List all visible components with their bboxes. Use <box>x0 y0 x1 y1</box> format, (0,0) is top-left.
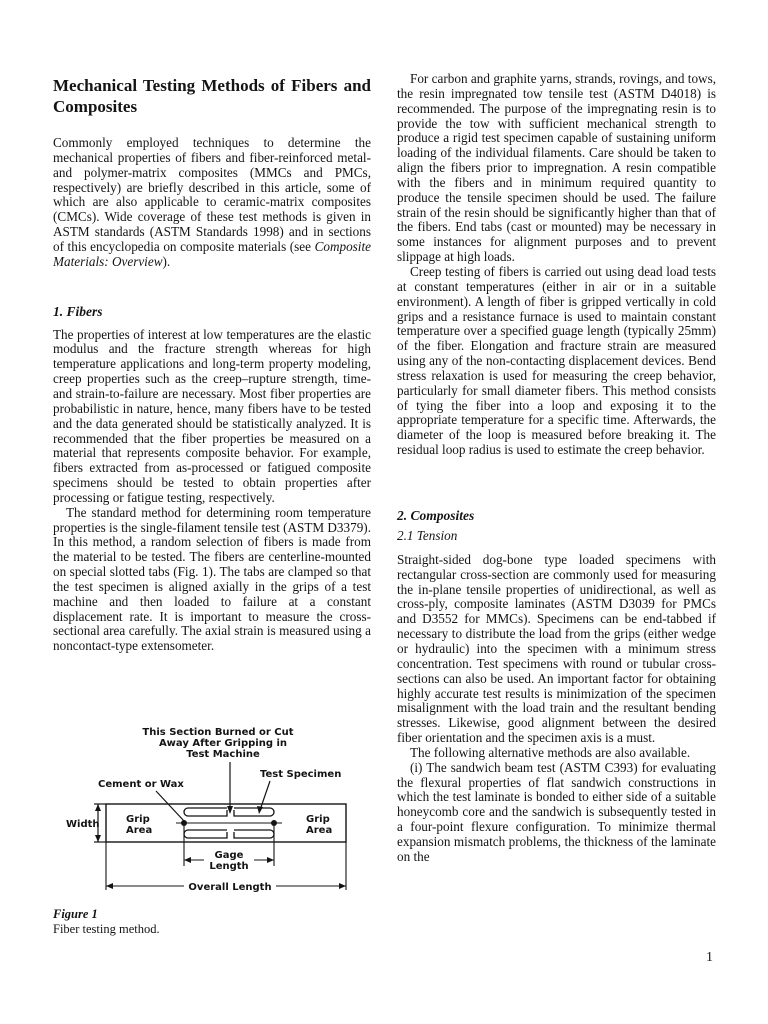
width-label: Width <box>66 819 100 830</box>
grip-area-left-line2: Area <box>126 825 153 836</box>
right-column <box>397 72 716 865</box>
figure-caption: Fiber testing method. <box>53 922 160 936</box>
gage-length-line1: Gage <box>214 850 244 861</box>
fibers-paragraph-1: The properties of interest at low temperatures are the elastic modulus and the fracture strength whereas for high temperature applications and long-term property modeling, creep properties such as the creep–rupture strength, time- and strain-to-failure are necessary. Most fiber properties are probabilistic in nature, hence, many fibers have to be tested and the data generated should be statistically analyzed. It is recommended that the fiber properties be measured on a material that represents composite behavior. For example, fibers extracted from as-processed or fatigued composite specimens should be tested to obtain properties after processing or fatigue testing, respectively. <box>53 326 371 505</box>
slot-upper-left <box>184 808 227 816</box>
sandwich-beam-paragraph: (i) The sandwich beam test (ASTM C393) for evaluating the flexural properties of flat sandwich constructions in which the test laminate is bonded to either side of a suitable honeycomb core and the sandwich is subsequently tested in a four-point flexure configuration. To minimize thermal expansion mismatch problems, the thickness of the laminate on the <box>397 759 716 864</box>
figure-label: Figure 1 <box>53 907 98 921</box>
annotation-arrow-cement <box>156 791 184 821</box>
tension-paragraph: Straight-sided dog-bone type loaded specimens with rectangular cross-section are commonly used for measuring the in-plane tensile properties of unidirectional, as well as cross-ply, composite laminates (ASTM D3039 for PMCs and D3552 for MMCs). Specimens can be end-tabbed if necessary to distribute the load from the grips (either wedge or hydraulic) into the specimen with a minimum stress concentration. Test specimens with round or tubular cross-sections can also be used. An important factor for obtaining highly accurate test results is minimization of the specimen misalignment with the load train and the resultant bending stresses. Likewise, good alignment between the desired fiber orientation and the specimen axis is a must. <box>397 551 716 746</box>
annotation-section-burned-line1: This Section Burned or Cut <box>142 727 294 738</box>
cement-dot-right <box>271 820 277 826</box>
overall-length-label: Overall Length <box>188 882 272 893</box>
alternative-methods-paragraph: The following alternative methods are also available. <box>410 744 691 760</box>
annotation-section-burned-line2: Away After Gripping in <box>158 738 288 749</box>
figure-1-diagram <box>58 718 358 903</box>
tow-test-paragraph: For carbon and graphite yarns, strands, rovings, and tows, the resin impregnated tow tensile test (ASTM D4018) is recommended. The purpose of the impregnating resin is to provide the tow with sufficient mechanical strength to produce a rigid test specimen capable of sustaining uniform loading of the individual filaments. Care should be taken to align the fibers prior to impregnation. A resin compatible with the fibers and in minimum required quantity to produce the tensile specimen should be used. The failure strain of the resin should be significantly higher than that of the fibers. End tabs (cast or mounted) may be necessary in some instances for alignment purposes and to prevent slippage at high loads. <box>397 71 716 265</box>
figure-top-annotation <box>142 727 293 760</box>
left-column <box>53 72 371 654</box>
article-title: Mechanical Testing Methods of Fibers and Composites <box>53 76 371 116</box>
gage-length-line2: Length <box>209 861 249 872</box>
intro-text: Commonly employed techniques to determine the mechanical properties of fibers and fiber-reinforced metal- and polymer-matrix composites (MMCs and PMCs, respectively) are briefly described in this article, some of which are also applicable to ceramic-matrix composites (CMCs). Wide coverage of these test methods is given in ASTM standards (ASTM Standards 1998) and in sections of this encyclopedia on composite materials (see <box>53 135 371 254</box>
annotation-cement: Cement or Wax <box>98 779 184 790</box>
intro-text-end: ). <box>162 253 171 269</box>
intro-paragraph <box>53 136 371 270</box>
annotation-section-burned-line3: Test Machine <box>186 749 260 760</box>
arrowhead-top <box>227 806 233 814</box>
slot-upper-right <box>234 808 274 816</box>
grip-area-right-line1: Grip <box>306 814 330 825</box>
page-number: 1 <box>706 950 713 965</box>
arrowhead-specimen <box>257 806 263 814</box>
figure-caption-block <box>53 907 160 937</box>
cement-dot-left <box>181 820 187 826</box>
intro-cross-reference: Composite Materials: Overview <box>53 238 371 269</box>
subsection-2-1-heading: 2.1 Tension <box>397 527 458 543</box>
fibers-paragraph-2: The standard method for determining room temperature properties is the single-filament tensile test (ASTM D3379). In this method, a random selection of fibers is made from the material to be tested. The fibers are centerline-mounted on special slotted tabs (Fig. 1). The tabs are clamped so that the test specimen is aligned axially in the grips of a test machine and then loaded to failure at a constant displacement rate. It is important to measure the cross-sectional area carefully. The axial strain is measured using a noncontact-type extensometer. <box>53 504 371 654</box>
section-1-heading: 1. Fibers <box>53 303 103 319</box>
slot-lower-left <box>184 830 227 838</box>
grip-area-left-line1: Grip <box>126 814 150 825</box>
section-2-heading: 2. Composites <box>397 507 475 523</box>
grip-area-right-line2: Area <box>306 825 333 836</box>
annotation-test-specimen: Test Specimen <box>260 769 342 780</box>
creep-testing-paragraph: Creep testing of fibers is carried out using dead load tests at constant temperatures (either in air or in a suitable environment). A length of fiber is gripped vertically in cold grips and a resistance furnace is used to maintain constant temperature over a specified guage length (typically 25mm) of the fiber. Elongation and fracture strain are measured using any of the non-contacting displacement devices. Bend stress relaxation is used for measuring the creep behavior, particularly for small diameter fibers. This method consists of tying the fiber into a loop and exposing it to the appropriate temperature for a specific time. Afterwards, the diameter of the loop is measured before breaking it. The residual loop radius is used to estimate the creep behavior. <box>397 263 716 458</box>
slot-lower-right <box>234 830 274 838</box>
annotation-arrow-specimen <box>260 781 270 810</box>
